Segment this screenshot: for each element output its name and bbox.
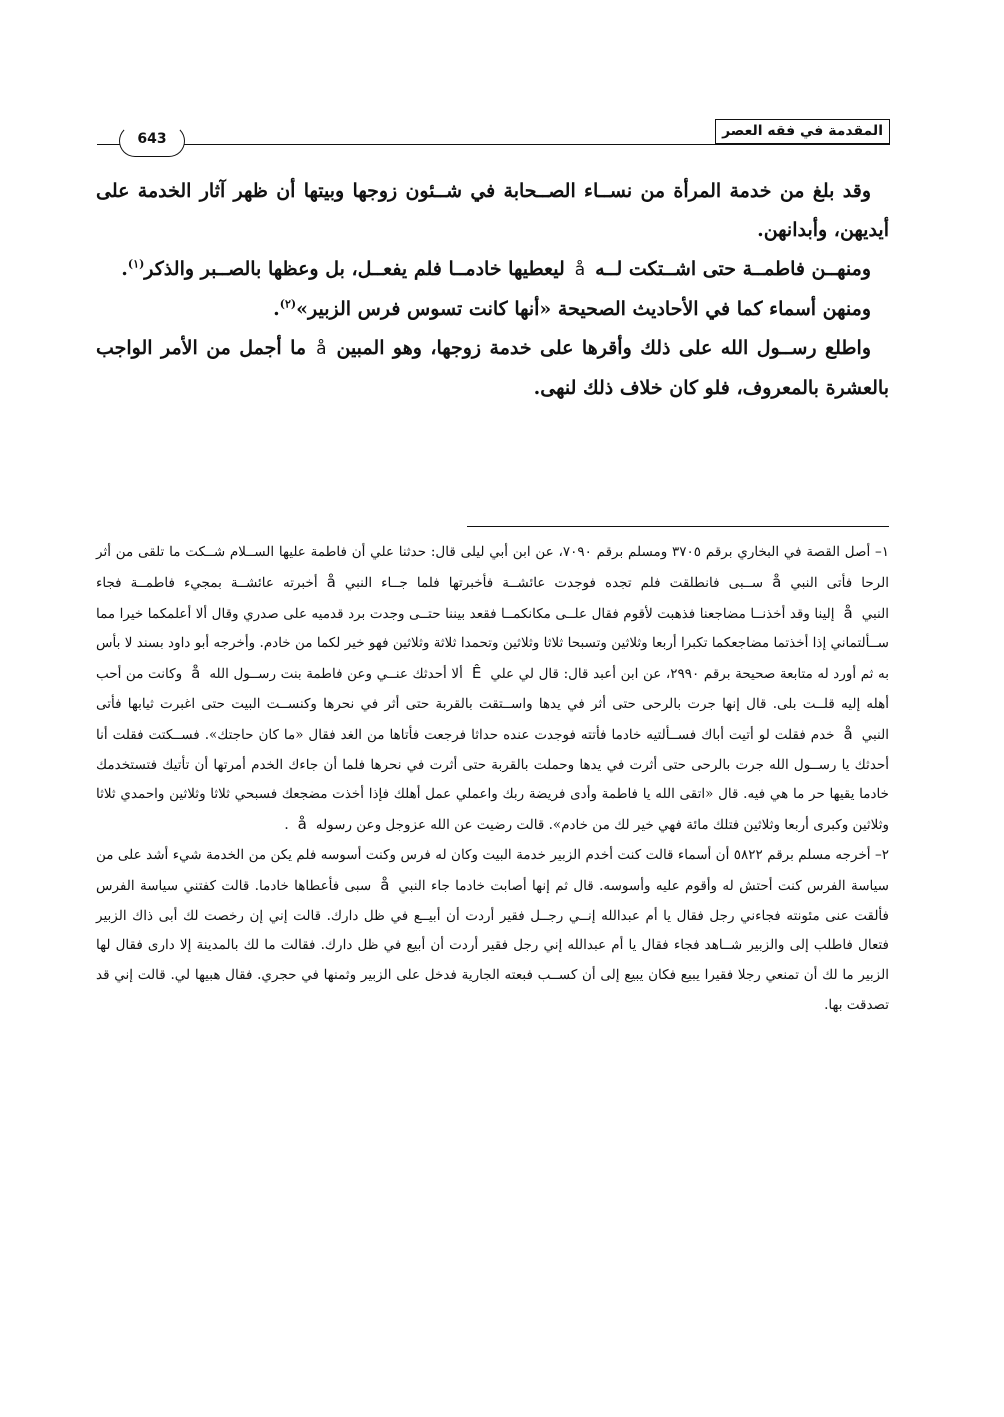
footnote-text: . [284, 817, 289, 834]
footnote-text: وكانت من أحب أهله إليه قلــت بلى. قال إنها جرت بالرحى حتى أثر في يدها واســتقت بالقربة حتى أثر في نحرها وكنســت البيت حتى اغبرت ثيابها فأتى النبي [96, 666, 889, 743]
paragraph-fatima [96, 250, 889, 290]
footnote-text: ١– أصل القصة في البخاري برقم ٣٧٠٥ ومسلم برقم ٧٠٩٠، عن ابن أبي ليلى قال: حدثنا علي أن فاطمة عليها الســلام شــكت ما تلقى من أثر الرحا فأتى النبي [96, 544, 889, 591]
paragraph-text: واطلع رســول الله على ذلك وأقرها على خدمة زوجها، وهو المبين [336, 337, 871, 359]
paragraph-punctuation: . [273, 298, 280, 320]
footnote-text: ســبى فانطلقت فلم تجده فوجدت عائشــة فأخبرتها فلما جــاء النبي [344, 574, 764, 591]
honorific-symbol: å [297, 815, 307, 834]
paragraph-text: وقد بلغ من خدمة المرأة من نســاء الصــحابة في شــئون زوجها وبيتها أن ظهر آثار الخدمة على أيديهن، وأبدانهن. [96, 180, 889, 241]
footnote-ref: (١) [127, 257, 145, 271]
paragraph-text: ومنهــن فاطمــة حتى اشــتكت لــه [595, 258, 871, 280]
footnotes [96, 538, 889, 1021]
honorific-symbol: å [380, 875, 390, 894]
honorific-symbol: å [316, 339, 327, 359]
footnote-2 [96, 841, 889, 1021]
paragraph-text: ليعطيها خادمــا فلم يفعــل، بل وعظها بالصــبر والذكر [144, 258, 565, 280]
paragraph-text: ما أجمل من الأمر الواجب بالعشرة بالمعروف، فلو كان خلاف ذلك لنهى. [96, 337, 889, 399]
footnote-text: خدم فقلت لو أتيت أباك فســألتيه خادما فأتته فوجدت عنده حداثا فرجعت فأتاها من الغد فقال «ما كان حاجتك». فســكتت فقلت أنا أحدثك يا رســول الله جرت بالرحى حتى أثرت في يدها وحملت بالقربة حتى أثرت في نحرها فلما أن جاءك الخدم أمرتها أن تأتيك فتستخدمك خادما يقيها حر ما هي فيه. قال «اتقى الله يا فاطمة وأدى فريضة ربك واعملي عمل أهلك فإذا أخذت مضجعك فسبحي ثلاثا وثلاثين واحمدي ثلاثا وثلاثين وكبرى أربعا وثلاثين فتلك مائة فهي خير لك من خادم». قالت رضيت عن الله عزوجل وعن رسوله [96, 726, 889, 834]
page-number: 643 [119, 125, 185, 157]
honorific-symbol: å [574, 260, 586, 280]
honorific-symbol: Ê [471, 664, 482, 683]
main-text [96, 172, 889, 408]
paragraph-service [96, 172, 889, 250]
footnote-text: ٢– أخرجه مسلم برقم ٥٨٢٢ أن أسماء قالت كنت أخدم الزبير خدمة البيت وكان له فرس وكنت أسوسه فلم يكن من الخدمة شيء أشد على من سياسة الفرس كنت أحتش له وأقوم عليه وأسوسه. قال ثم إنها أصابت خادما جاء النبي [96, 846, 889, 894]
footnote-ref: (٢) [279, 297, 297, 311]
honorific-symbol: å [191, 664, 201, 683]
footnote-1 [96, 538, 889, 841]
honorific-symbol: å [772, 572, 782, 591]
paragraph-asma [96, 290, 889, 329]
honorific-symbol: å [326, 572, 336, 591]
book-title: المقدمة في فقه العصر [715, 119, 890, 144]
running-header [97, 117, 890, 147]
footnote-text: أخبرته عائشــة بمجيء فاطمــة فجاء النبي [96, 574, 889, 622]
footnote-text: سبى فأعطاها خادما. قالت كفتني سياسة الفرس فألقت عنى مئونته فجاءني رجل فقال يا أم عبدالله إنــي رجــل فقير أردت أن أبيــع في ظل دارك. قالت إني إن رخصت لك أبى ذاك الزبير فتعال فاطلب إلى والزبير شــاهد فجاء فقال يا أم عبدالله إني رجل فقير أردت أن أبيع في ظل دارك. فقالت ما لك بالمدينة إلا دارى فقال لها الزبير ما لك أن تمنعي رجلا فقيرا يبيع فكان يبيع إلى أن كســب فبعته الجارية فدخل على الزبير وثمنها في حجري. فقال هبيها لي. قالت إني قد تصدقت بها. [96, 877, 889, 1013]
honorific-symbol: å [843, 724, 853, 743]
header-rule [97, 144, 890, 145]
paragraph-text: ومنهن أسماء كما في الأحاديث الصحيحة «أنها كانت تسوس فرس الزبير» [296, 298, 871, 320]
footnote-separator [467, 526, 889, 527]
paragraph-prophet [96, 329, 889, 408]
honorific-symbol: å [843, 603, 853, 622]
footnote-text: إلينا وقد أخذنــا مضاجعنا فذهبت لأقوم فقال علــى مكانكمــا فقعد بيننا حتــى وجدت برد قدميه على صدري وقال ألا أعلمكما خيرا مما ســألتماني إذا أخذتما مضاجعكما تكبرا أربعا وثلاثين وتسبحا ثلاثا وثلاثين وتحمدا ثلاثة وثلاثين فهو خير لكما من خادم. وأخرجه أبو داود بسند لا بأس به ثم أورد له متابعة صحيحة برقم ٢٩٩٠، عن ابن أعبد قال: قال لي علي [96, 605, 890, 683]
paragraph-punctuation: . [121, 258, 128, 280]
footnote-text: ألا أحدثك عنــي وعن فاطمة بنت رســول الله [209, 666, 463, 683]
